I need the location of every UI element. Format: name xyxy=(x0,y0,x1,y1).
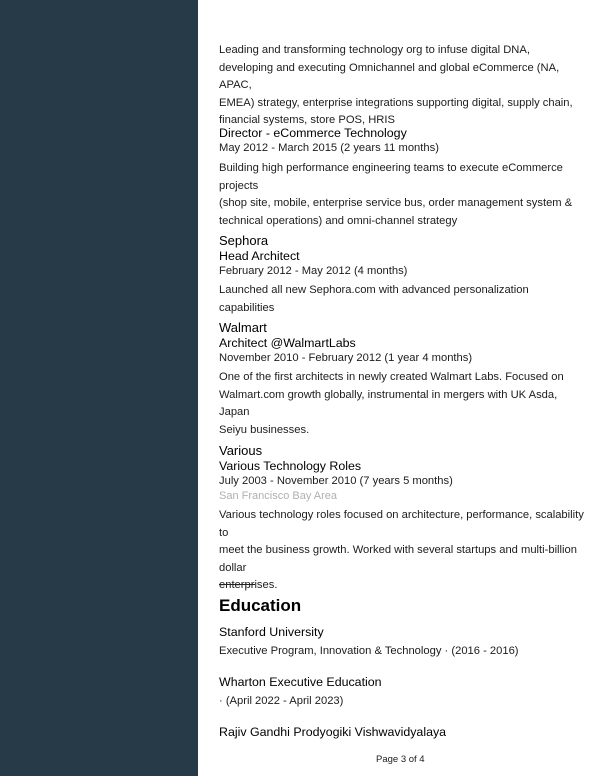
text-line: financial systems, store POS, HRIS xyxy=(219,114,395,126)
school-program: Executive Program, Innovation & Technology · (2016 - 2016) xyxy=(219,645,519,657)
text-line: enterprises. xyxy=(219,579,278,591)
text-line: Launched all new Sephora.com with advanced personalization capabilities xyxy=(219,284,529,314)
text-line: meet the business growth. Worked with several startups and multi-billion dollar xyxy=(219,544,577,574)
job-title: Director - eCommerce Technology xyxy=(219,126,407,140)
experience-various xyxy=(219,443,584,504)
school-name: Rajiv Gandhi Prodyogiki Vishwavidyalaya xyxy=(219,725,447,739)
job-dates: February 2012 - May 2012 (4 months) xyxy=(219,265,408,277)
text-line: One of the first architects in newly created Walmart Labs. Focused on xyxy=(219,371,564,383)
education-item xyxy=(219,625,584,659)
education-section-title-wrap xyxy=(219,596,584,616)
job-dates: November 2010 - February 2012 (1 year 4 months) xyxy=(219,352,473,364)
job-title: Architect @WalmartLabs xyxy=(219,336,356,350)
text-line: technical operations) and omni-channel strategy xyxy=(219,214,458,227)
text-line: Seiyu businesses. xyxy=(219,423,310,436)
school-name: Wharton Executive Education xyxy=(219,675,382,689)
various-description xyxy=(219,507,584,595)
sidebar-panel xyxy=(0,0,198,776)
company-name: Various xyxy=(219,443,263,458)
section-title: Education xyxy=(219,596,302,615)
page-number: Page 3 of 4 xyxy=(376,754,425,765)
intro-description xyxy=(219,42,584,130)
text-line: Walmart.com growth globally, instrumental in mergers with UK Asda, Japan xyxy=(219,388,558,418)
sephora-description xyxy=(219,282,584,317)
experience-director xyxy=(219,126,584,156)
job-title: Head Architect xyxy=(219,249,300,263)
text-line: (shop site, mobile, enterprise service bus, order management system & xyxy=(219,197,573,209)
walmart-description xyxy=(219,369,584,439)
company-name: Walmart xyxy=(219,320,267,335)
job-dates: July 2003 - November 2010 (7 years 5 months) xyxy=(219,475,453,487)
experience-sephora xyxy=(219,233,584,279)
text-line: EMEA) strategy, enterprise integrations supporting digital, supply chain, xyxy=(219,96,573,109)
text-line: Various technology roles focused on architecture, performance, scalability to xyxy=(219,509,584,539)
text-line: developing and executing Omnichannel and global eCommerce (NA, APAC, xyxy=(219,61,560,91)
job-title: Various Technology Roles xyxy=(219,459,362,473)
text-line: Building high performance engineering teams to execute eCommerce projects xyxy=(219,162,563,192)
section-divider xyxy=(219,584,255,585)
school-program: · (April 2022 - April 2023) xyxy=(219,695,344,707)
education-item xyxy=(219,675,584,709)
education-item xyxy=(219,725,584,740)
job-location: San Francisco Bay Area xyxy=(219,490,338,502)
job-dates: May 2012 - March 2015 (2 years 11 months) xyxy=(219,142,439,154)
experience-walmart xyxy=(219,320,584,366)
school-name: Stanford University xyxy=(219,625,324,639)
director-description xyxy=(219,160,584,230)
text-line: Leading and transforming technology org to infuse digital DNA, xyxy=(219,44,530,56)
company-name: Sephora xyxy=(219,233,269,248)
